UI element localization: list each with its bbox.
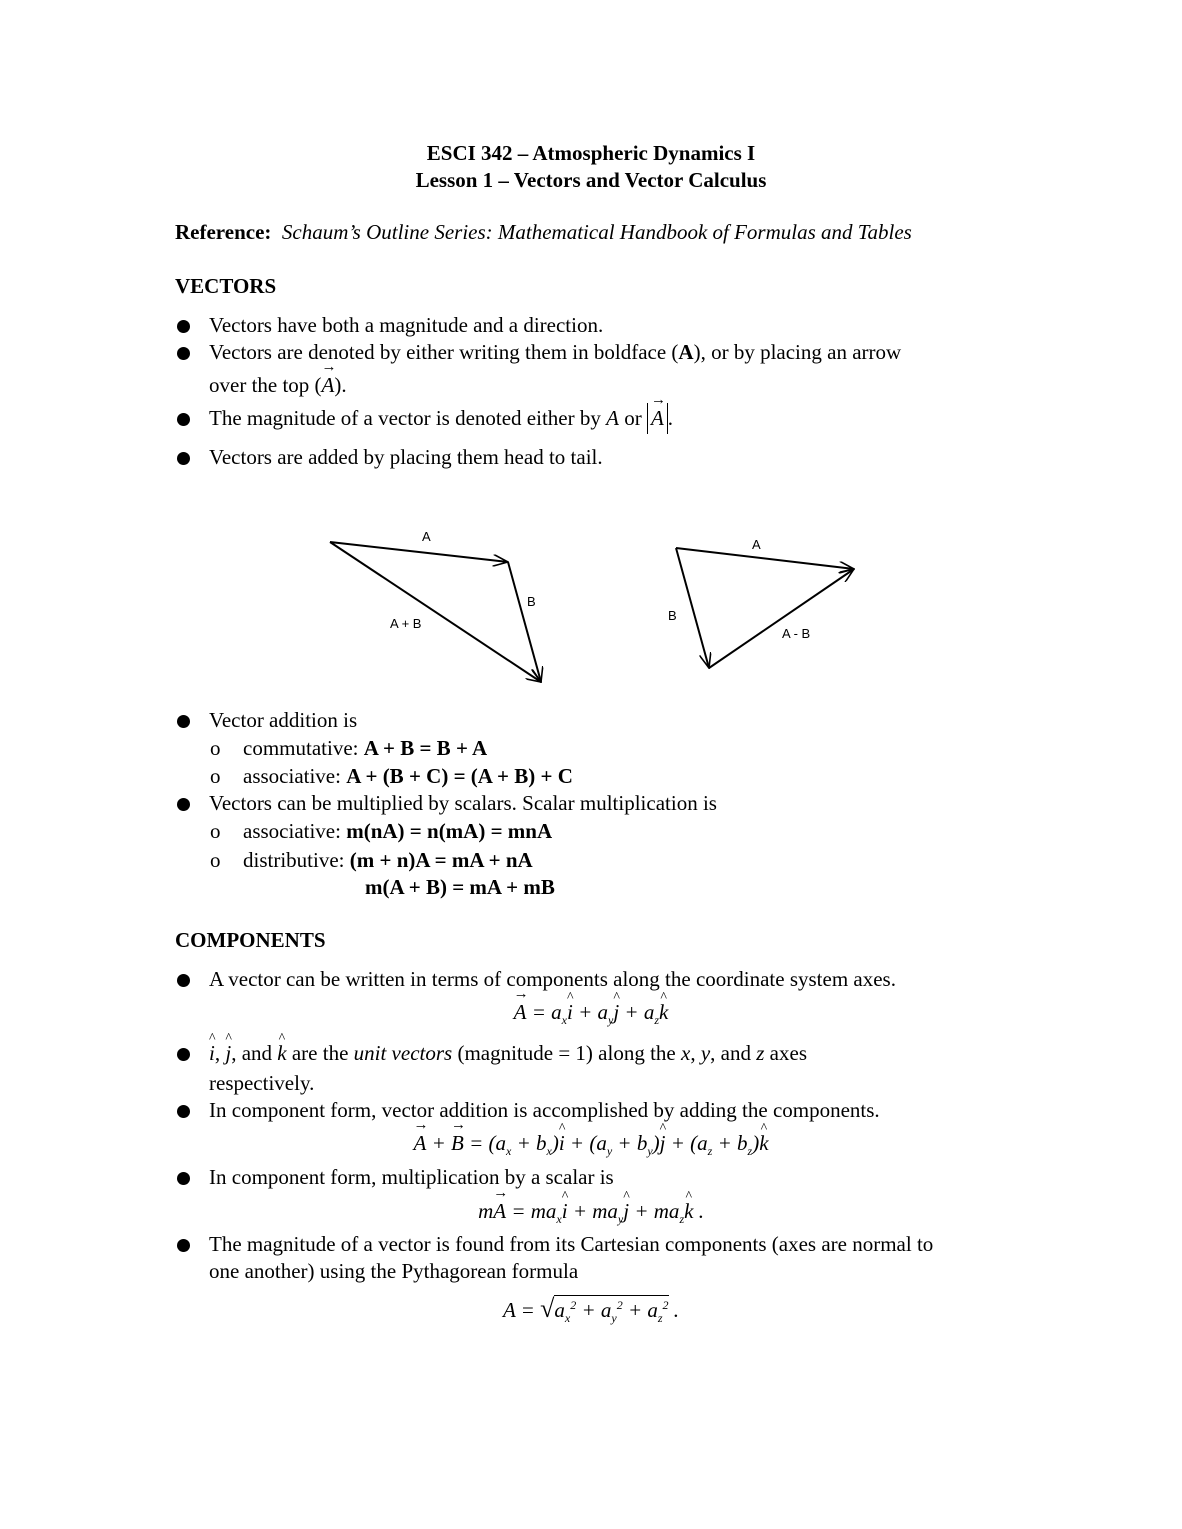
- scalar-associative-line: associative: m(nA) = n(mA) = mnA: [243, 819, 553, 843]
- bullet-icon: [177, 798, 190, 811]
- vectors-bullet-5: Vector addition is: [209, 708, 358, 732]
- vector-diff-arrow: [709, 569, 854, 668]
- sub-bullet-marker: o: [210, 819, 221, 843]
- bullet-icon: [177, 974, 190, 987]
- components-bullet-5: The magnitude of a vector is found from its Cartesian components (axes are normal to: [209, 1232, 934, 1256]
- equation-component-addition: → A + → $B = (a_x$ + $b_x)\^{}$ $i + (a_y$ + $b_y)\^{}$ $j + (a_z$ + $b_z)\^{}$ k: [0, 1133, 1182, 1157]
- label-diff: A - B: [782, 626, 811, 641]
- commutative-line: commutative: A + B = B + A: [243, 736, 488, 760]
- label-sum: A + B: [390, 616, 422, 631]
- vectors-bullet-2-line2: over the top (→ A).: [209, 375, 347, 396]
- components-bullet-3: In component form, vector addition is accomplished by adding the components.: [209, 1098, 880, 1122]
- section-heading-vectors: VECTORS: [175, 274, 277, 298]
- sub-bullet-marker: o: [210, 848, 221, 872]
- reference-text: Schaum’s Outline Series: Mathematical Handbook of Formulas and Tables: [281, 220, 912, 244]
- vectors-bullet-6: Vectors can be multiplied by scalars. Scalar multiplication is: [209, 791, 717, 815]
- bullet-icon: [177, 1105, 190, 1118]
- components-bullet-4: In component form, multiplication by a scalar is: [209, 1165, 614, 1189]
- associative-line: associative: A + (B + C) = (A + B) + C: [243, 764, 573, 788]
- equation-magnitude: $A = √a_x^2 + a_y^2 + a_z^2$ .: [502, 1294, 680, 1326]
- bullet-icon: [177, 1239, 190, 1252]
- document-subtitle: Lesson 1 – Vectors and Vector Calculus: [415, 168, 767, 192]
- vector-b-arrow-right: [676, 548, 709, 668]
- label-b-right: B: [668, 608, 677, 623]
- components-bullet-5-line2: one another) using the Pythagorean formula: [209, 1259, 579, 1283]
- vectors-bullet-1: Vectors have both a magnitude and a direction.: [209, 313, 604, 337]
- bullet-icon: [177, 1048, 190, 1061]
- vector-sum-arrow: [330, 542, 541, 682]
- equation-scalar-multiplication: $m\to A = ma_x\^{}$ $i + ma_y\^{}$ $j + ma_z\^{}$ k .: [0, 1201, 1182, 1225]
- label-b-left: B: [527, 594, 536, 609]
- sub-bullet-marker: o: [210, 764, 221, 788]
- vectors-bullet-4: Vectors are added by placing them head to tail.: [209, 445, 603, 469]
- label-a-right: A: [752, 537, 761, 552]
- vectors-bullet-2: Vectors are denoted by either writing them in boldface (A), or by placing an arrow: [209, 340, 902, 364]
- components-bullet-2: ^ i, ^ j, and ^ k are the unit vectors (magnitude = 1) along the x, y, and z axes: [209, 1043, 807, 1064]
- section-heading-components: COMPONENTS: [175, 928, 326, 952]
- components-bullet-1: A vector can be written in terms of components along the coordinate system axes.: [209, 967, 896, 991]
- bullet-icon: [177, 1172, 190, 1185]
- sub-bullet-marker: o: [210, 736, 221, 760]
- vector-a-arrow-right: [676, 548, 854, 569]
- components-bullet-2-line2: respectively.: [209, 1071, 315, 1095]
- scalar-distributive-line2: m(A + B) = mA + mB: [365, 875, 555, 899]
- vectors-bullet-3: The magnitude of a vector is denoted either by A or → A .: [209, 408, 673, 429]
- document-title: ESCI 342 – Atmospheric Dynamics I: [426, 141, 756, 165]
- label-a-left: A: [422, 529, 431, 544]
- reference-label: Reference:: [175, 220, 272, 244]
- equation-vector-components: → $A = a_x\^{}$ $i + a_y\^{}$ $j + a_z\^{}$ k: [0, 1002, 1182, 1026]
- scalar-distributive-line: distributive: (m + n)A = mA + nA: [243, 848, 533, 872]
- bullet-icon: [177, 715, 190, 728]
